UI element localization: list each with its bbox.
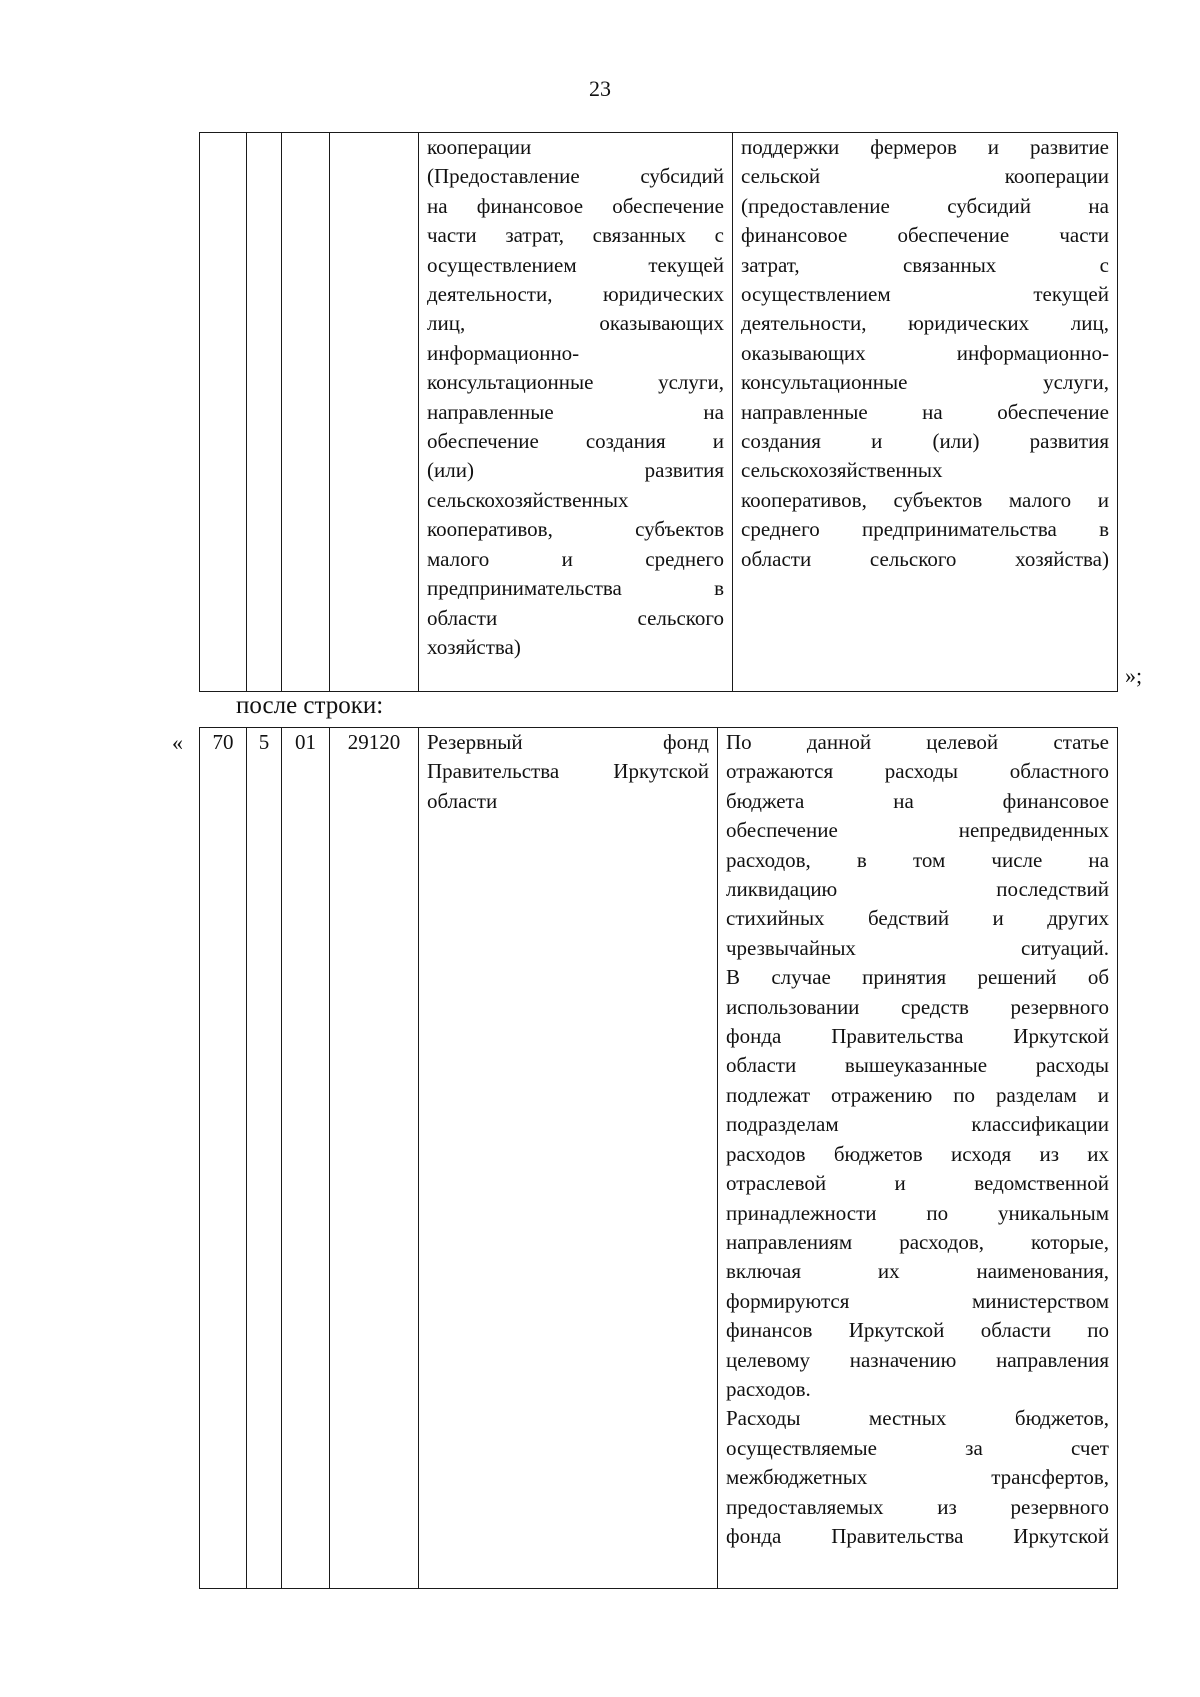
table-cell-empty <box>200 133 247 692</box>
closing-quote-mark: »; <box>1125 663 1143 688</box>
code-cell-subprogram: 5 <box>247 728 282 1589</box>
target-article-description-cell: поддержки фермеров и развитие сельской кооперации (предоставление субсидий на финансовое обеспечение части затрат, связанных с осуществлением текущей деятельности, юридических лиц, оказывающих информационно- консультационные услуги, направленные на обеспечение создания и (или) развития сельскохозяйственных кооперативов, субъектов малого и среднего предпринимательства в области сельского хозяйства) <box>733 133 1118 692</box>
opening-quote-mark: « <box>172 730 183 755</box>
page-number: 23 <box>589 76 611 101</box>
target-article-description-cell: По данной целевой статье отражаются расходы областного бюджета на финансовое обеспечение непредвиденных расходов, в том числе на ликвидацию последствий стихийных бедствий и других чрезвычайных ситуаций. В случае принятия решений об использовании средств резервного фонда Правительства Иркутской области вышеуказанные расходы подлежат отражению по разделам и подразделам классификации расходов бюджетов исходя из их отраслевой и ведомственной принадлежности по уникальным направлениям расходов, которые, включая их наименования, формируются министерством финансов Иркутской области по целевому назначению направления расходов. Расходы местных бюджетов, осуществляемые за счет межбюджетных трансфертов, предоставляемых из резервного фонда Правительства Иркутской <box>718 728 1118 1589</box>
target-article-name-cell: Резервный фонд Правительства Иркутской области <box>419 728 718 1589</box>
target-article-name-cell: кооперации (Предоставление субсидий на финансовое обеспечение части затрат, связанных с осуществлением текущей деятельности, юридических лиц, оказывающих информационно- консультационные услуги, направленные на обеспечение создания и (или) развития сельскохозяйственных кооперативов, субъектов малого и среднего предпринимательства в области сельского хозяйства) <box>419 133 733 692</box>
table-cell-empty <box>282 133 330 692</box>
table-cell-empty <box>330 133 419 692</box>
code-cell-event: 01 <box>282 728 330 1589</box>
classification-table-new-row <box>199 727 1118 1589</box>
code-cell-direction: 29120 <box>330 728 419 1589</box>
classification-table-continued <box>199 132 1118 692</box>
table-row <box>200 133 1118 692</box>
table-cell-empty <box>247 133 282 692</box>
table-row <box>200 728 1118 1589</box>
after-row-label: после строки: <box>236 692 384 719</box>
code-cell-program: 70 <box>200 728 247 1589</box>
